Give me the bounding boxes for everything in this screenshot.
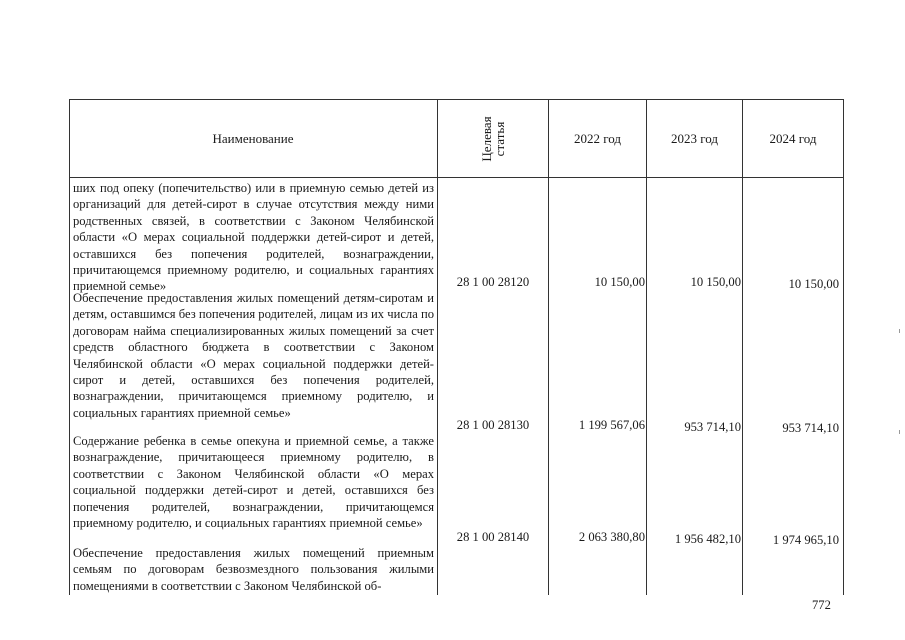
header-2024: 2024 год	[769, 130, 817, 146]
table-row-2023: 953 714,10	[684, 420, 741, 434]
table-row-name: Содержание ребенка в семье опекуна и приемной семье, а также вознаграждение, причитающееся приемному родителю, в соответствии с Законом Челябинской области «О мерах социальной поддержки детей-сирот и детей, оставшихся без попечения родителей, вознаграждении, причитающемся приемному родителю, и социальных гарантиях приемной семье»	[73, 434, 434, 531]
scan-speck	[899, 430, 900, 434]
table-row-2022: 1 199 567,06	[578, 418, 645, 432]
table-row-2023: 1 956 482,10	[674, 532, 741, 546]
header-divider	[69, 177, 844, 178]
budget-table	[69, 99, 844, 595]
table-row-code: 28 1 00 28120	[456, 275, 530, 289]
table-row-2024: 10 150,00	[788, 277, 839, 291]
table-row-2023: 10 150,00	[690, 275, 741, 289]
scan-speck	[899, 329, 900, 333]
table-row-name: Обеспечение предоставления жилых помещений приемным семьям по договорам безвозмездного пользования жилыми помещениями в соответствии с Законом Челябинской об-	[73, 546, 434, 593]
header-name: Наименование	[212, 130, 294, 146]
table-row-2024: 1 974 965,10	[772, 533, 839, 547]
header-2022: 2022 год	[574, 130, 621, 146]
table-border-right	[843, 100, 844, 595]
header-2023: 2023 год	[671, 130, 718, 146]
table-row-code: 28 1 00 28140	[456, 530, 530, 544]
header-code: Целевая статья	[479, 115, 507, 162]
table-row-2022: 10 150,00	[594, 275, 645, 289]
table-row-name: ших под опеку (попечительство) или в приемную семью детей из организаций для детей-сирот в случае отсутствия между ними родственных связей, в соответствии с Законом Челябинской области «О мерах социальной поддержки детей-сирот и детей, оставшихся без попечения родителей, вознаграждении, причитающемся приемному родителю, и социальных гарантиях приемной семье»	[73, 181, 434, 294]
table-row-2024: 953 714,10	[782, 421, 839, 435]
page-number: 772	[812, 598, 831, 612]
table-row-code: 28 1 00 28130	[456, 418, 530, 432]
table-row-2022: 2 063 380,80	[578, 530, 645, 544]
table-row-name: Обеспечение предоставления жилых помещений детям-сиротам и детям, оставшимся без попечения родителей, лицам из их числа по договорам найма специализированных жилых помещений за счет средств областного бюджета в соответствии с Законом Челябинской области «О мерах социальной поддержки детей-сирот и детей, оставшихся без попечения родителей, вознаграждении, причитающемся приемному родителю, и социальных гарантиях приемной семье»	[73, 291, 434, 420]
